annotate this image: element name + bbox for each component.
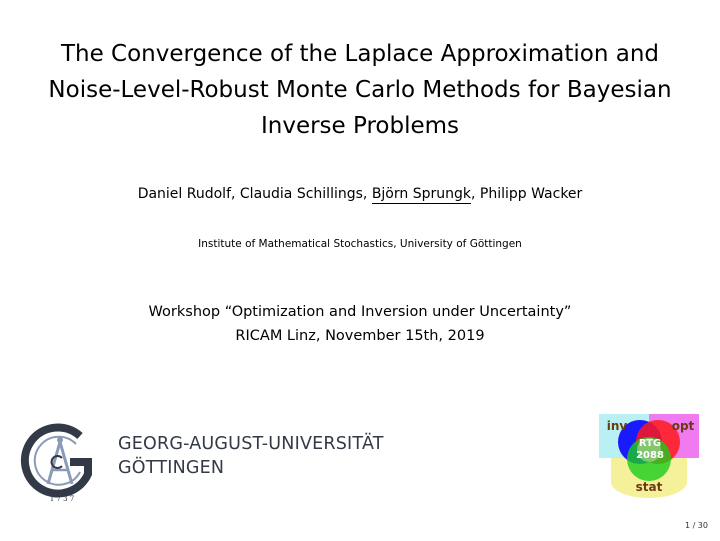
rtg-label-opt: opt — [671, 419, 695, 433]
workshop-name: Workshop “Optimization and Inversion under Uncertainty” — [148, 304, 572, 320]
title-line-1: The Convergence of the Laplace Approximation and — [60, 41, 660, 67]
institute-affiliation: Institute of Mathematical Stochastics, University of Göttingen — [198, 238, 522, 250]
workshop-info — [0, 300, 720, 348]
title-line-3: Inverse Problems — [260, 113, 460, 139]
workshop-location-date: RICAM Linz, November 15th, 2019 — [235, 328, 485, 344]
authors-after: , Philipp Wacker — [470, 186, 583, 202]
university-logo — [18, 422, 418, 504]
university-name — [118, 432, 384, 480]
title-line-2: Noise-Level-Robust Monte Carlo Methods for Bayesian — [48, 77, 672, 103]
seal-year: 1 7 3 7 — [49, 495, 75, 503]
page-number: 1 / 30 — [684, 521, 708, 530]
rtg-2088-logo-icon — [597, 412, 701, 500]
university-name-line-2: GÖTTINGEN — [118, 458, 225, 478]
rtg-label-2088: 2088 — [636, 450, 664, 461]
presenter-name: Björn Sprungk — [371, 186, 471, 202]
author-list — [0, 183, 720, 205]
rtg-label-stat: stat — [635, 480, 663, 494]
rtg-label-rtg: RTG — [638, 438, 662, 449]
university-name-line-1: GEORG-AUGUST-UNIVERSITÄT — [118, 434, 384, 454]
slide-title — [0, 36, 720, 144]
rtg-label-inv: inv — [606, 419, 628, 433]
authors-before: Daniel Rudolf, Claudia Schillings, — [137, 186, 372, 202]
university-seal-icon — [18, 422, 106, 504]
